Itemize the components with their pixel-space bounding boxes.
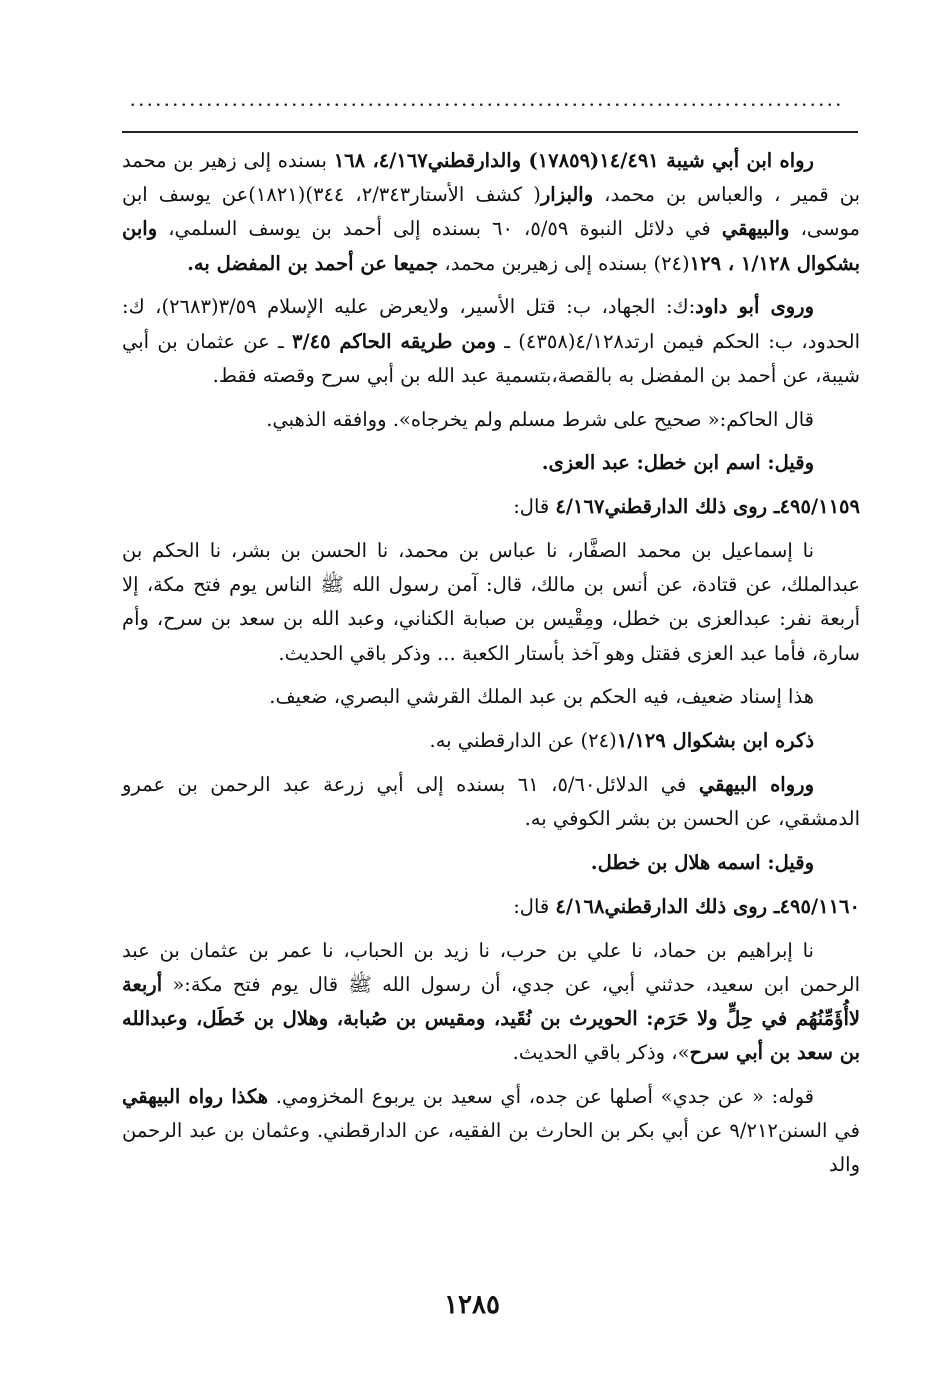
text-run: نا إسماعيل بن محمد الصفَّار، نا عباس بن محمد، نا الحسن بن بشر، نا الحكم بن عبدالملك، عن قتادة، عن أنس بن مالك، قال: آمن رسول الله ﷺ الناس يوم فتح مكة، إلا أربعة نفر: عبدالعزى بن خطل، ومِقْيس بن صبابة الكناني، وعبد الله بن سعد بن سرح، وأم سارة، فأما عبد العزى فقتل وهو آخذ بأستار الكعبة ... وذكر باقي الحديث. [122, 539, 860, 665]
paragraph [122, 680, 860, 714]
paragraph [122, 768, 860, 836]
header-rule [122, 131, 858, 133]
bold-text: والبيهقي [721, 217, 790, 241]
text-run: »، وذكر باقي الحديث. [512, 1041, 690, 1065]
bold-text: ٤٩٥/١١٦٠ـ روى ذلك الدارقطني٤/١٦٨ [555, 894, 860, 918]
text-run: قال الحاكم:« صحيح على شرط مسلم ولم يخرجاه». ووافقه الذهبي. [266, 407, 814, 431]
text-run: قال: [513, 495, 556, 519]
bold-text: ذكره ابن بشكوال ١/١٢٩ [616, 729, 814, 753]
paragraph [122, 890, 860, 924]
bold-text: وقيل: اسم ابن خطل: عبد العزى. [541, 451, 814, 475]
paragraph [122, 846, 860, 880]
text-run: (٢٤) بسنده إلى زهيربن محمد، [438, 251, 690, 275]
bold-text: رواه ابن أبي شيبة ١٤/٤٩١(١٧٨٥٩) والدارقطني٤/١٦٧، ١٦٨ [333, 149, 814, 172]
bold-text: وروى أبو داود [695, 295, 815, 319]
text-run: نا إبراهيم بن حماد، نا علي بن حرب، نا زيد بن الحباب، نا عمر بن عثمان بن عبد الرحمن ابن سعيد، حدثني أبي، عن جدي، أن رسول الله ﷺ قال يوم فتح مكة:« [122, 938, 860, 996]
bold-text: والبزار [540, 183, 594, 207]
paragraph [122, 934, 860, 1071]
paragraph [122, 1080, 860, 1183]
bold-text: جميعا عن أحمد بن المفضل به. [187, 251, 439, 275]
text-run: هذا إسناد ضعيف، فيه الحكم بن عبد الملك القرشي البصري، ضعيف. [269, 685, 814, 709]
text-run: بسنده إلى زهير بن محمد بن قمير ، والعباس بن محمد، [122, 149, 860, 207]
paragraph [122, 446, 860, 480]
text-run: ـ عن عثمان بن أبي شيبة، عن أحمد بن المفضل به بالقصة،بتسمية عبد الله بن أبي سرح وقصته فقط. [122, 329, 860, 387]
text-run: قوله: « عن جدي» أصلها عن جده، أي سعيد بن يربوع المخزومي. [268, 1085, 814, 1108]
bold-text: وابن بشكوال ١/١٢٨ ، ١٢٩ [122, 217, 860, 275]
bold-text: هكذا رواه البيهقي [122, 1085, 269, 1108]
bold-text: ورواه البيهقي [698, 773, 814, 796]
bold-text: أربعة لاأُؤَمِّنُهُم في حِلٍّ ولا حَرَم: الحويرث بن نُقَيد، ومقيس بن صُبابة، وهلال بن خَطَل، وعبدالله بن سعد بن أبي سرح [122, 972, 860, 1065]
header-dots: .................................................................................... [130, 86, 844, 108]
bold-text: ٤٩٥/١١٥٩ـ روى ذلك الدارقطني٤/١٦٧ [555, 495, 860, 519]
text-run: :ك: الجهاد، ب: قتل الأسير، ولايعرض عليه الإسلام ٣/٥٩(٢٦٨٣)، ك: الحدود، ب: الحكم فيمن ارتد٤/١٢٨(٤٣٥٨) ـ [122, 295, 861, 353]
text-run: قال: [513, 894, 556, 918]
text-run: في السنن٩/٢١٢ عن أبي بكر بن الحارث بن الفقيه، عن الدارقطني. وعثمان بن عبد الرحمن والد [122, 1119, 860, 1177]
bold-text: ومن طريقه الحاكم ٣/٤٥ [292, 329, 497, 353]
paragraph [122, 144, 860, 281]
bold-text: وقيل: اسمه هلال بن خطل. [590, 851, 814, 874]
paragraph [122, 403, 860, 437]
paragraph [122, 290, 860, 393]
page-number: ١٢٨٥ [444, 1290, 500, 1320]
text-run: في الدلائل٥/٦٠، ٦١ بسنده إلى أبي زرعة عبد الرحمن بن عمرو الدمشقي، عن الحسن بن بشر الكوفي به. [122, 773, 860, 831]
body-text [122, 144, 860, 1192]
paragraph [122, 534, 860, 671]
paragraph [122, 724, 860, 758]
text-run: في دلائل النبوة ٥/٥٩، ٦٠ بسنده إلى أحمد بن يوسف السلمي، [157, 217, 722, 241]
text-run: (٢٤) عن الدارقطني به. [429, 729, 617, 753]
text-run: ( كشف الأستار٢/٣٤٣، ٣٤٤)(١٨٢١)عن يوسف ابن موسى، [122, 183, 860, 241]
paragraph [122, 490, 860, 524]
